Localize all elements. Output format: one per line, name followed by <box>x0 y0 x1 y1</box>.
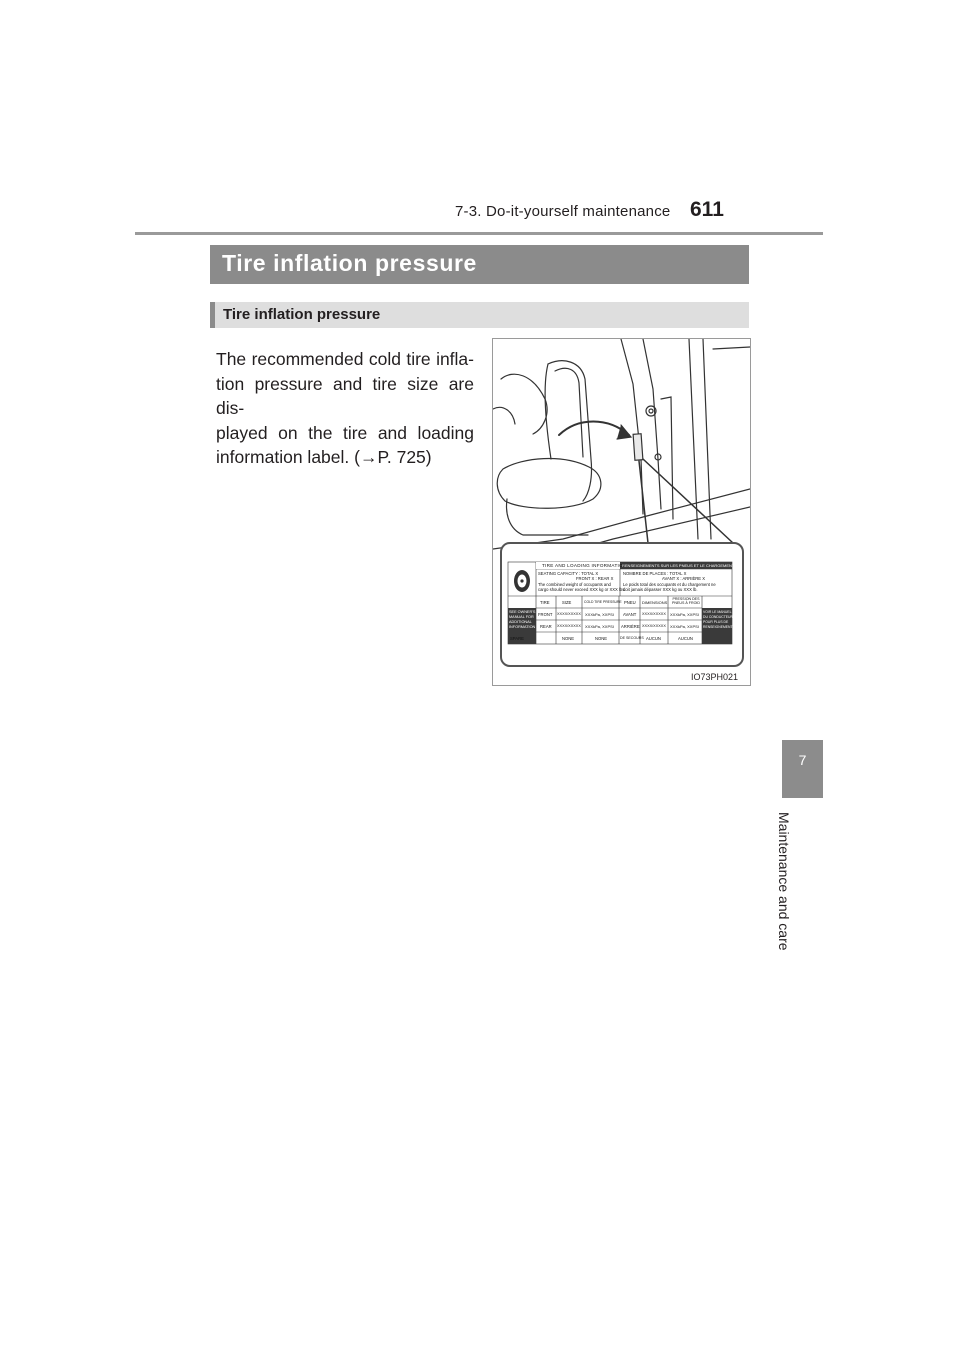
chapter-title: Maintenance and care <box>776 812 792 951</box>
col-header: SIZE <box>562 600 572 605</box>
label-header-fr: RENSEIGNEMENTS SUR LES PNEUS ET LE CHARGEMENT <box>622 563 735 568</box>
seating-capacity-fr: NOMBRE DE PLACES : TOTAL X <box>623 571 687 576</box>
see-owners-manual-note <box>509 610 535 630</box>
page-number: 611 <box>690 198 724 221</box>
row-cell: XXXkPa, XXPSI <box>670 624 699 629</box>
section-title: 7-3. Do-it-yourself maintenance <box>455 203 671 220</box>
note-line: ADDITIONAL <box>509 620 532 624</box>
note-line: SEE OWNER'S <box>509 610 536 614</box>
row-cell: XXXkPa, XXPSI <box>585 624 614 629</box>
figure-code: IO73PH021 <box>691 672 739 682</box>
note-line: VOIR LE MANUEL <box>703 610 732 614</box>
row-cell: AUCUN <box>678 636 693 641</box>
header-divider <box>135 232 823 235</box>
note-line: POUR PLUS DE <box>703 620 729 624</box>
row-cell: XXXkPa, XXPSI <box>670 612 699 617</box>
row-cell: NONE <box>562 636 575 641</box>
subheading: Tire inflation pressure <box>223 306 381 323</box>
col-header: TIRE <box>540 600 550 605</box>
note-line: MANUAL FOR <box>509 615 534 619</box>
row-cell: FRONT <box>538 612 553 617</box>
col-header: COLD TIRE PRESSURE <box>584 600 622 604</box>
chapter-label <box>760 812 800 982</box>
tire-loading-label <box>500 542 744 667</box>
subheading-accent <box>210 302 215 328</box>
col-header: DIMENSIONS <box>642 600 668 605</box>
col-header: PRESSION DES PNEUS À FROID <box>672 597 700 605</box>
row-cell: REAR <box>540 624 552 629</box>
seating-capacity-en: SEATING CAPACITY : TOTAL X <box>538 571 599 576</box>
weight-note-en: The combined weight of occupants and <box>538 582 611 587</box>
seating-front-rear-en: FRONT X : REAR X <box>576 576 614 581</box>
note-line: INFORMATION <box>509 625 536 629</box>
voir-manuel-note <box>703 610 735 630</box>
row-cell: XXXX/XXXXX <box>642 612 666 616</box>
col-header: PNEU <box>624 600 636 605</box>
weight-note-fr-2: doit jamais dépasser XXX kg ou XXX lb. <box>623 587 698 592</box>
body-line: The recommended cold tire infla- <box>216 349 474 369</box>
weight-note-fr: Le poids total des occupants et du chargement ne <box>623 582 716 587</box>
row-cell: NONE <box>595 636 608 641</box>
row-cell: SPARE <box>510 636 524 641</box>
row-cell: ARRIÈRE <box>621 624 640 629</box>
row-cell: XXXX/XXXXX <box>557 612 581 616</box>
body-line: information label. (→P. 725) <box>216 447 432 467</box>
seating-front-rear-fr: AVANT X : ARRIÈRE X <box>662 576 706 581</box>
body-line: played on the tire and loading <box>216 422 474 443</box>
note-line: RENSEIGNEMENTS <box>703 625 735 629</box>
row-cell: XXXX/XXXXX <box>557 624 581 628</box>
body-paragraph <box>216 347 474 470</box>
weight-note-en-2: cargo should never exceed XXX kg or XXX lbs. <box>538 587 626 592</box>
label-header-en: TIRE AND LOADING INFORMATION <box>542 563 627 568</box>
note-line: DU CONDUCTEUR <box>703 615 733 619</box>
chapter-number: 7 <box>798 752 807 768</box>
row-cell: XXXkPa, XXPSI <box>585 612 614 617</box>
row-cell: XXXX/XXXXX <box>642 624 666 628</box>
section-heading: Tire inflation pressure <box>222 250 477 276</box>
chapter-tab <box>782 740 823 798</box>
row-cell: AVANT <box>623 612 637 617</box>
row-cell: AUCUN <box>646 636 661 641</box>
row-cell: DE SECOURS <box>620 636 644 640</box>
body-line: tion pressure and tire size are dis- <box>216 373 474 418</box>
